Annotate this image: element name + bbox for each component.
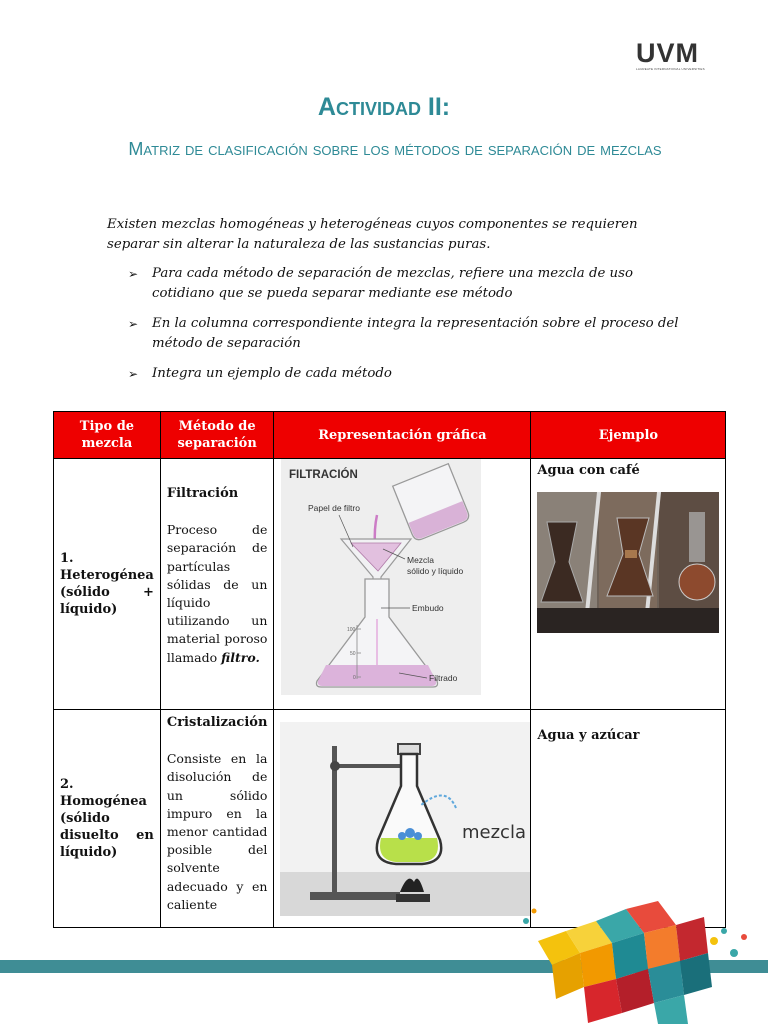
list-item-text: Integra un ejemplo de cada método <box>152 366 392 381</box>
method-name: Filtración <box>166 486 239 501</box>
mezcla-label: mezcla <box>462 822 527 843</box>
method-description: Proceso de separación de partículas sólidas de un líquido utilizando un material poroso llamado filtro. <box>166 522 268 665</box>
scale-label: 0 <box>353 675 357 681</box>
list-item-text: En la columna correspondiente integra la representación sobre el proceso del método de separación <box>152 316 679 351</box>
method-cell <box>160 710 274 928</box>
instruction-list <box>128 264 688 394</box>
label-paper: Papel de filtro <box>308 503 361 513</box>
header-ejemplo: Ejemplo <box>531 412 726 459</box>
classification-matrix <box>53 411 726 928</box>
method-description: Consiste en la disolución de un sólido impuro en la menor cantidad posible del solvente adecuado y en caliente <box>166 751 268 912</box>
intro-paragraph: Existen mezclas homogéneas y heterogéneas cuyos componentes se requieren separar sin alterar la naturaleza de las sustancias puras. <box>107 217 638 252</box>
graphic-cell <box>274 710 531 928</box>
arrow-bullet-icon: ➢ <box>128 267 139 281</box>
type-cell <box>54 459 161 710</box>
table-row <box>54 459 726 710</box>
list-item <box>128 264 688 304</box>
label-mix-detail: sólido y líquido <box>407 566 464 576</box>
type-detail: (sólido + <box>60 585 154 600</box>
type-number: 2. <box>60 777 74 792</box>
list-item <box>128 314 688 354</box>
list-item <box>128 364 688 384</box>
arrow-bullet-icon: ➢ <box>128 367 139 381</box>
scale-label: 100 <box>347 627 356 633</box>
uvm-logo <box>636 38 720 71</box>
type-number: 1. <box>60 551 74 566</box>
header-metodo: Método de separación <box>160 412 274 459</box>
type-detail: disuelto en <box>60 828 154 843</box>
label-funnel: Embudo <box>412 603 445 613</box>
type-detail: líquido) <box>60 845 118 860</box>
method-name: Cristalización <box>166 715 268 730</box>
list-item-text: Para cada método de separación de mezclas, refiere una mezcla de uso cotidiano que se pueda separar mediante ese método <box>152 266 633 301</box>
type-cell <box>54 710 161 928</box>
method-cell <box>160 459 274 710</box>
logo-subtitle: LAUREATE INTERNATIONAL UNIVERSITIES <box>636 67 705 71</box>
filtration-diagram <box>281 459 481 695</box>
label-mix: Mezcla <box>407 555 435 565</box>
diagram-title: FILTRACIÓN <box>289 469 359 481</box>
header-representacion: Representación gráfica <box>274 412 531 459</box>
type-name: Homogénea <box>60 794 147 809</box>
type-detail: (sólido <box>60 811 110 826</box>
logo-text: UVM <box>636 38 699 68</box>
header-tipo: Tipo de mezcla <box>54 412 161 459</box>
coffee-image <box>537 492 719 633</box>
type-name: Heterogénea <box>60 568 154 583</box>
graphic-cell <box>274 459 531 710</box>
arrow-bullet-icon: ➢ <box>128 317 139 331</box>
scale-label: 50 <box>350 651 356 657</box>
crystallization-diagram <box>280 722 530 916</box>
coffee-photo <box>537 492 719 633</box>
page-title: Actividad II: <box>317 93 451 121</box>
page-subtitle: Matriz de clasificación sobre los métodos de separación de mezclas <box>128 139 662 159</box>
label-filtrate: Filtrado <box>429 673 458 683</box>
example-text: Agua y azúcar <box>537 728 640 743</box>
table-header-row <box>54 412 726 459</box>
decorative-cubes <box>508 895 768 1024</box>
example-text: Agua con café <box>537 463 640 478</box>
example-cell <box>531 459 726 710</box>
type-detail: líquido) <box>60 602 118 617</box>
